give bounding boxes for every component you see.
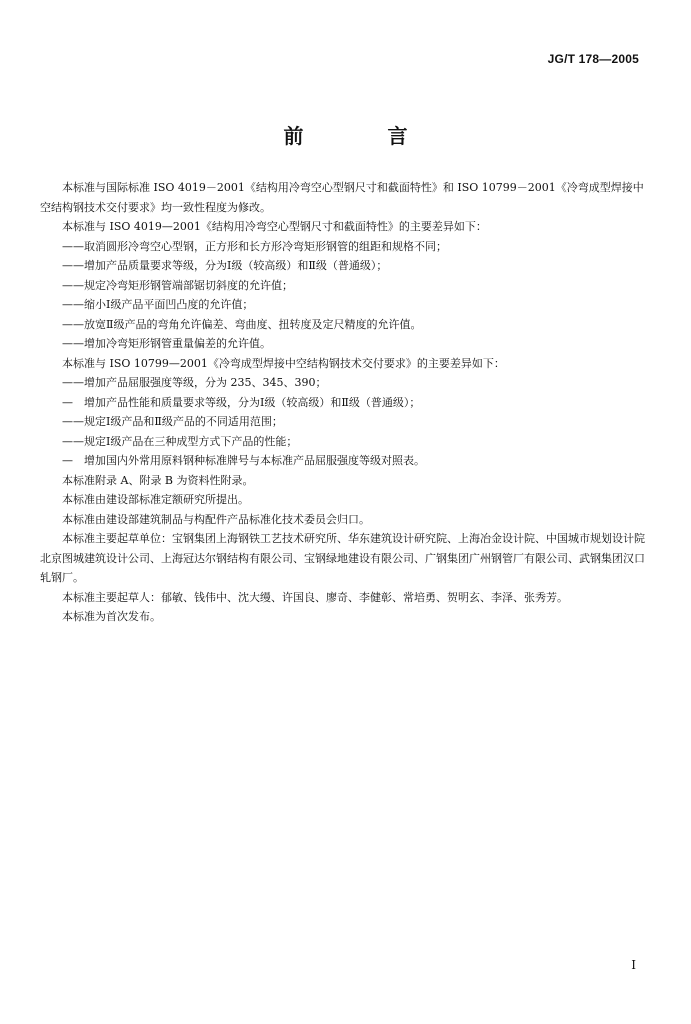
list-item: ——规定Ⅰ级产品和Ⅱ级产品的不同适用范围； — [62, 415, 283, 428]
list-item: — 增加产品性能和质量要求等级，分为Ⅰ级（较高级）和Ⅱ级（普通级）； — [62, 395, 421, 409]
list-item: ——缩小Ⅰ级产品平面凹凸度的允许值； — [62, 298, 254, 311]
paragraph: 本标准由建设部标准定额研究所提出。 — [62, 493, 249, 506]
list-item: ——规定Ⅰ级产品在三种成型方式下产品的性能； — [62, 434, 298, 448]
list-item: ——增加冷弯矩形钢管重量偏差的允许值。 — [62, 337, 271, 350]
paragraph: 本标准主要起草单位：宝钢集团上海钢铁工艺技术研究所、华东建筑设计研究院、上海冶金设计院、中国城市规划设计院北京图城建筑设计公司、上海冠达尔钢结构有限公司、宝钢绿地建设有限公司、广钢集团广州钢管厂有限公司、武钢集团汉口轧钢厂。 — [40, 532, 645, 584]
paragraph: 本标准与 ISO 10799—2001《冷弯成型焊接中空结构钢技术交付要求》的主要差异如下： — [62, 356, 505, 370]
standard-code: JG/T 178—2005 — [547, 52, 639, 66]
page-number: I — [631, 958, 636, 972]
list-item: ——取消圆形冷弯空心型钢，正方形和长方形冷弯矩形钢管的组距和规格不同； — [62, 239, 447, 253]
list-item: ——规定冷弯矩形钢管端部锯切斜度的允许值； — [62, 278, 293, 292]
paragraph: 本标准与 ISO 4019—2001《结构用冷弯空心型钢尺寸和截面特性》的主要差异如下： — [62, 220, 487, 233]
paragraph: 本标准与国际标准 ISO 4019－2001《结构用冷弯空心型钢尺寸和截面特性》和 ISO 10799－2001《冷弯成型焊接中空结构钢技术交付要求》均一致性程度为修改。 — [40, 181, 644, 214]
list-item: ——增加产品质量要求等级，分为Ⅰ级（较高级）和Ⅱ级（普通级）； — [62, 259, 388, 272]
paragraph: 本标准由建设部建筑制品与构配件产品标准化技术委员会归口。 — [62, 512, 370, 526]
paragraph: 本标准主要起草人：郁敏、钱伟中、沈大缦、许国良、廖奇、李健彰、常培勇、贺明玄、李泽、张秀芳。 — [62, 590, 568, 604]
paragraph: 本标准为首次发布。 — [62, 610, 161, 623]
list-item: ——放宽Ⅱ级产品的弯角允许偏差、弯曲度、扭转度及定尺精度的允许值。 — [62, 317, 422, 331]
list-item: ——增加产品屈服强度等级，分为 235、345、390； — [62, 376, 327, 389]
list-item: — 增加国内外常用原料钢种标准牌号与本标准产品屈服强度等级对照表。 — [62, 454, 425, 467]
paragraph: 本标准附录 A、附录 B 为资料性附录。 — [62, 473, 254, 487]
page-title: 前 言 — [283, 124, 440, 148]
foreword-body — [40, 178, 652, 627]
